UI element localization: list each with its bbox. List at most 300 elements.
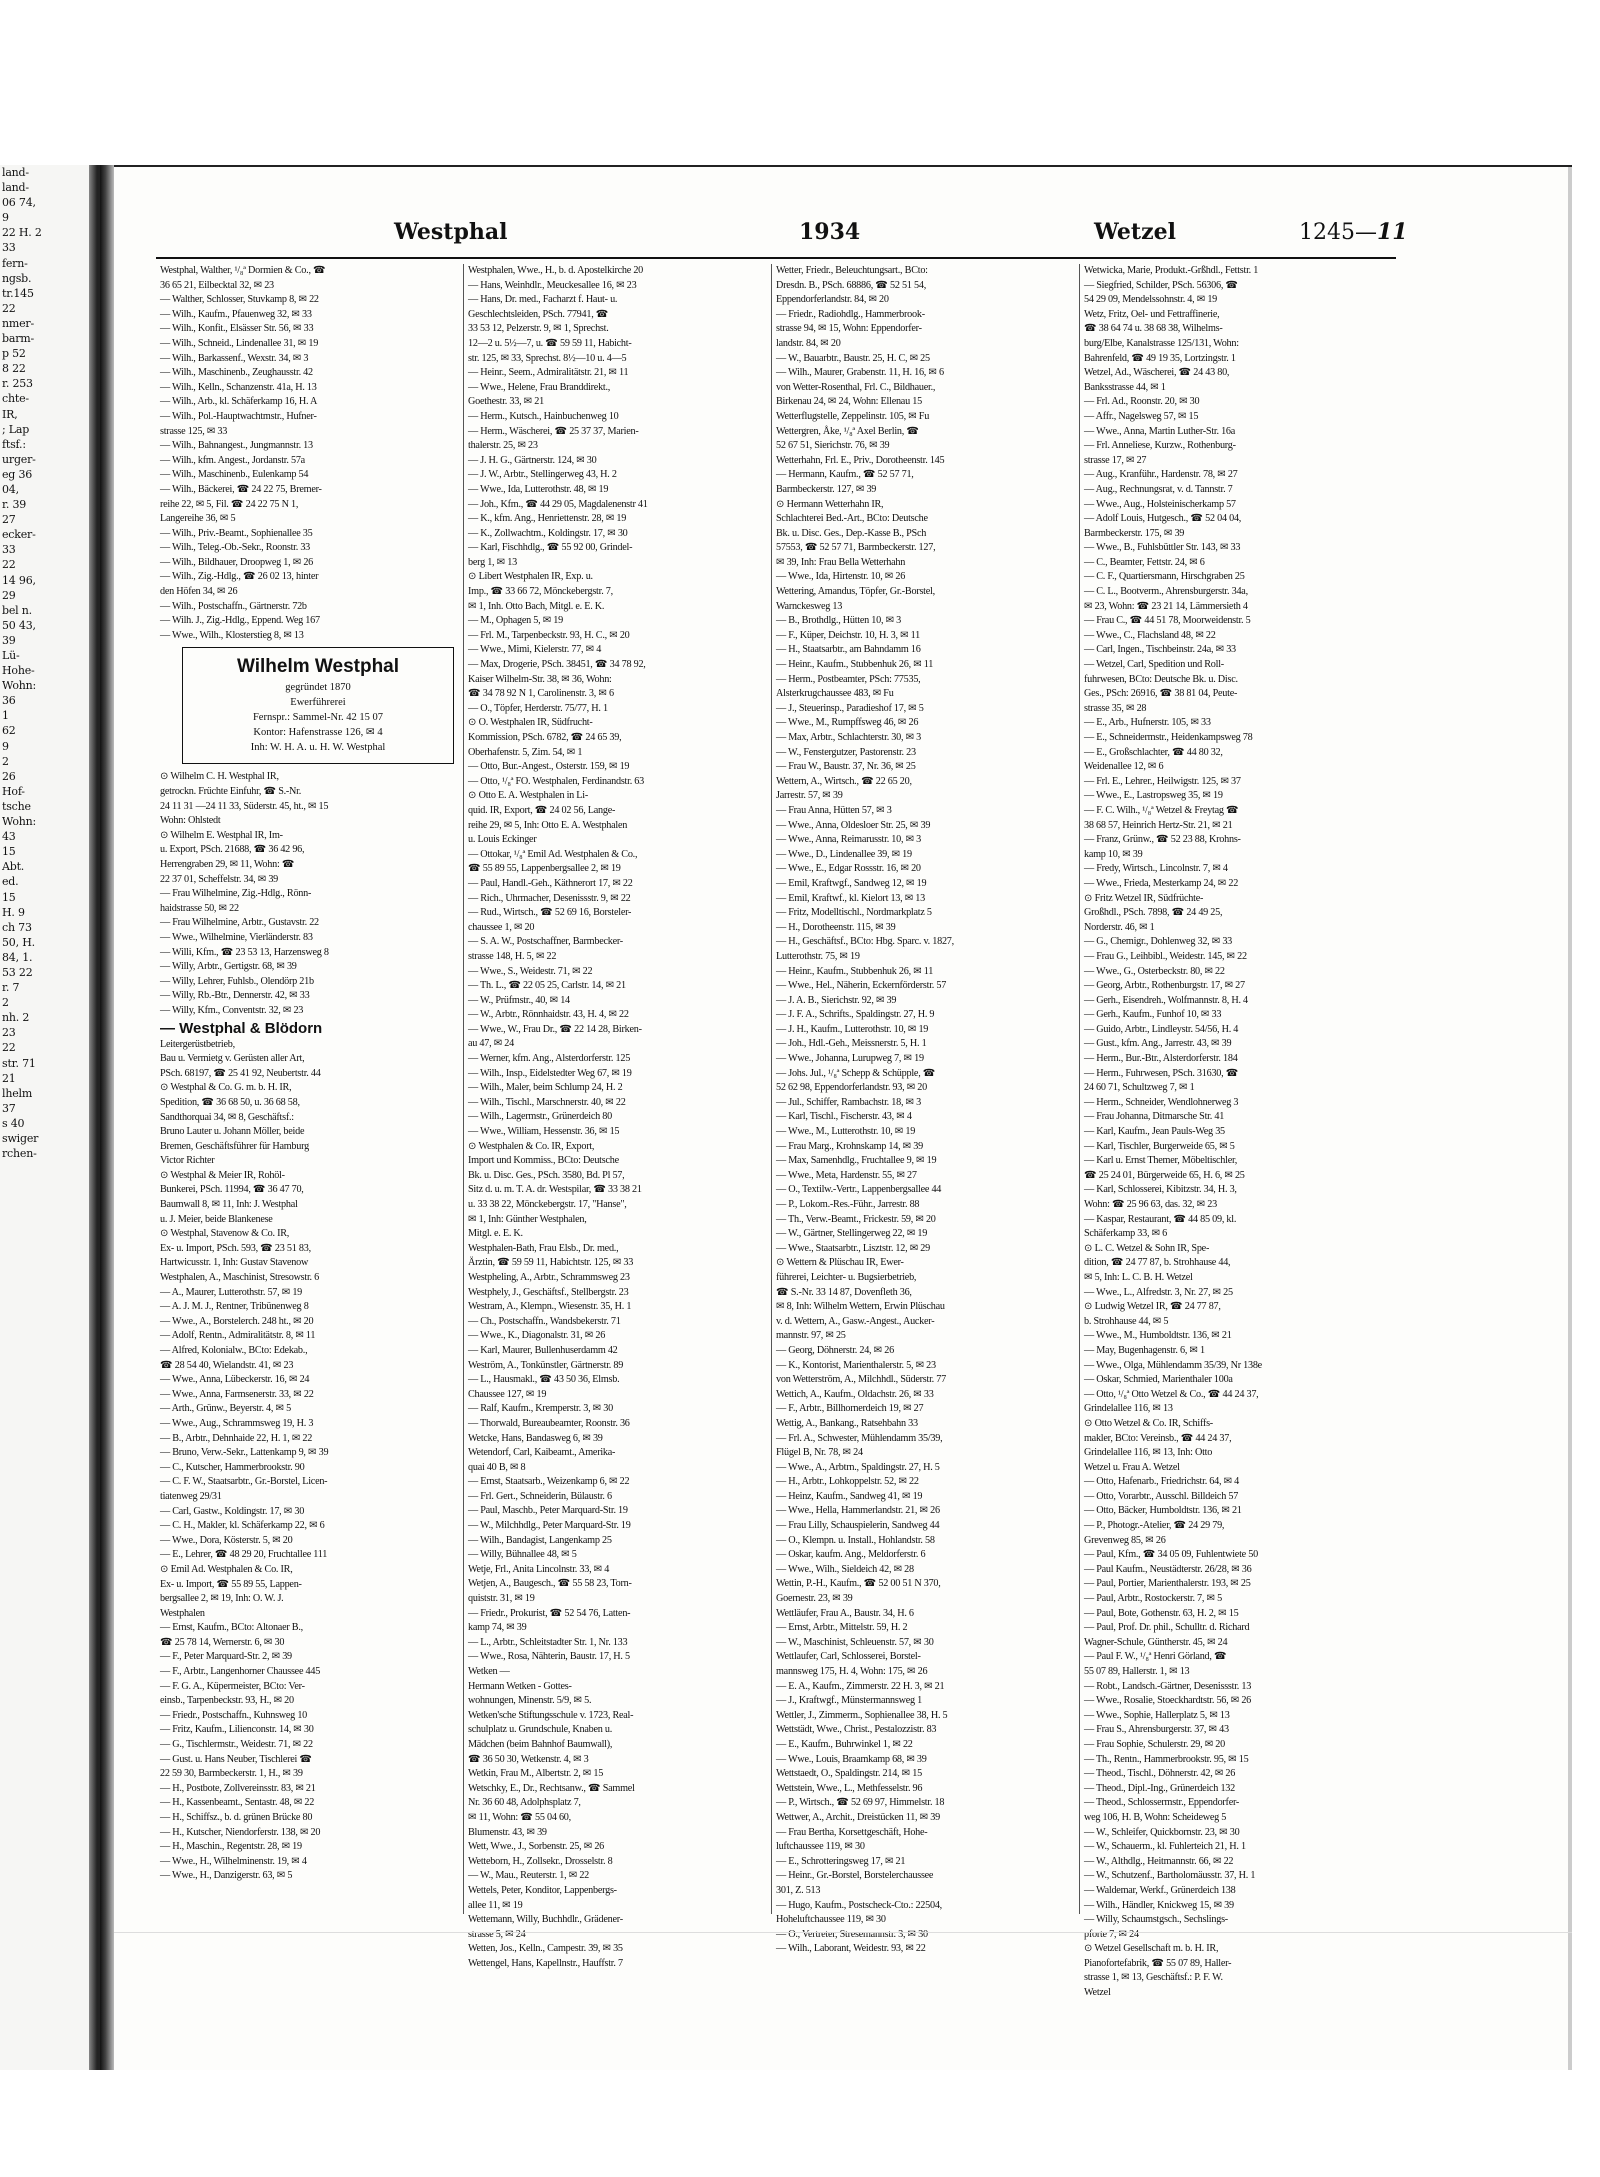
directory-entry: — Emil, Kraftwf., kl. Kielort 13, ✉ 13	[776, 892, 925, 904]
header-rule	[156, 257, 1396, 259]
directory-entry: Schäferkamp 33, ✉ 6	[1084, 1228, 1167, 1240]
directory-entry: — Theod., Schlossermstr., Eppendorfer-	[1084, 1797, 1240, 1809]
directory-entry: — Wwe., E., Lastropsweg 35, ✉ 19	[1084, 790, 1223, 802]
directory-entry: — Wwe., Anna, Martin Luther-Str. 16a	[1084, 425, 1236, 437]
directory-entry: Westphal, Walther, ¹/₈ª Dormien & Co., ☎	[160, 265, 326, 276]
directory-entry: — Wwe., E., Edgar Rossstr. 16, ✉ 20	[776, 863, 921, 875]
directory-entry: — Willy, Arbtr., Gertigstr. 68, ✉ 39	[160, 961, 297, 973]
directory-entry: kamp 74, ✉ 39	[468, 1622, 527, 1634]
previous-page-fragment: p 52	[2, 347, 26, 361]
directory-entry: ⊙ Hermann Wetterhahn IR,	[776, 498, 884, 510]
directory-entry: — Karl, Fischhdlg., ☎ 55 92 00, Grindel-	[468, 542, 633, 554]
directory-entry: — Wwe., William, Hessenstr. 36, ✉ 15	[468, 1126, 620, 1138]
directory-entry: Baumwall 8, ✉ 11, Inh: J. Westphal	[160, 1199, 298, 1211]
directory-entry: — Walther, Schlosser, Stuvkamp 8, ✉ 22	[160, 294, 319, 306]
directory-entry: — L., Arbtr., Schleitstadter Str. 1, Nr. 133	[468, 1636, 628, 1648]
directory-entry: — Theod., Dipl.-Ing., Grünerdeich 132	[1084, 1782, 1235, 1794]
header-year: 1934	[799, 219, 861, 245]
directory-entry: Goethestr. 33, ✉ 21	[468, 396, 544, 408]
directory-entry: Lutterothstr. 75, ✉ 19	[776, 950, 860, 962]
directory-entry: — Paul, Maschb., Peter Marquard-Str. 19	[468, 1505, 628, 1517]
directory-entry: 38 68 57, Heinrich Hertz-Str. 21, ✉ 21	[1084, 819, 1233, 831]
directory-entry: ⊙ Otto Wetzel & Co. IR, Schiffs-	[1084, 1417, 1213, 1429]
previous-page-fragment: nmer-	[2, 316, 35, 330]
ad-line: gegründet 1870	[285, 682, 351, 694]
directory-entry: Wetteborn, H., Zollsekr., Drosselstr. 8	[468, 1855, 613, 1867]
directory-entry: — J. H. G., Gärtnerstr. 124, ✉ 30	[468, 454, 597, 466]
directory-entry: — Wilh., Bildhauer, Droopweg 1, ✉ 26	[160, 556, 314, 568]
previous-page-fragment: tr.145	[2, 286, 34, 300]
directory-entry: Wetjen, A., Baugesch., ☎ 55 58 23, Torn-	[468, 1578, 632, 1590]
directory-entry: — Karl, Tischl., Fischerstr. 43, ✉ 4	[776, 1111, 912, 1123]
previous-page-fragment: Hohe-	[2, 664, 35, 678]
directory-entry: — Wwe., Mimi, Kielerstr. 77, ✉ 4	[468, 644, 602, 656]
directory-entry: — Wetzel, Carl, Spedition und Roll-	[1084, 659, 1224, 671]
directory-entry: — Willy, Kfm., Conventstr. 32, ✉ 23	[160, 1004, 304, 1016]
directory-entry: — Hans, Dr. med., Facharzt f. Haut- u.	[468, 294, 618, 306]
directory-entry: 24 11 31 —24 11 33, Süderstr. 45, ht., ✉ 15	[160, 800, 329, 812]
directory-entry: — Waldemar, Werkf., Grünerdeich 138	[1084, 1884, 1236, 1896]
directory-entry: — F., Küper, Deichstr. 10, H. 3, ✉ 11	[776, 629, 920, 641]
previous-page-fragment: ftsf.:	[2, 437, 26, 451]
directory-entry: — Herm., Bur.-Btr., Alsterdorferstr. 184	[1084, 1053, 1238, 1065]
directory-entry: — Wilh., Konfit., Elsässer Str. 56, ✉ 33	[160, 323, 314, 335]
directory-entry: — L., Hausmakl., ☎ 43 50 36, Elmsb.	[468, 1374, 620, 1386]
directory-entry: — Gust. u. Hans Neuber, Tischlerei ☎	[160, 1753, 312, 1765]
directory-entry: — Wilh., Bahnangest., Jungmannstr. 13	[160, 440, 313, 452]
previous-page-fragment: ecker-	[2, 528, 36, 542]
directory-entry: fuhrwesen, BCto: Deutsche Bk. u. Disc.	[1084, 673, 1238, 685]
directory-entry: — Wwe., Wilhelmine, Vierländerstr. 83	[160, 931, 313, 943]
directory-entry: — E., Schrotteringsweg 17, ✉ 21	[776, 1855, 906, 1867]
previous-page-fragment: str. 71	[2, 1056, 36, 1070]
page-bottom	[114, 1932, 1572, 1933]
directory-entry: — J. A. B., Sierichstr. 92, ✉ 39	[776, 994, 897, 1006]
previous-page-fragment: rchen-	[2, 1147, 37, 1161]
directory-entry: — Wwe., D., Lindenallee 39, ✉ 19	[776, 848, 912, 860]
directory-entry: Wetcke, Hans, Bandasweg 6, ✉ 39	[468, 1432, 603, 1444]
column-3	[776, 264, 1076, 1955]
directory-entry: allee 11, ✉ 19	[468, 1899, 523, 1911]
previous-page-edge	[0, 165, 100, 2070]
directory-entry: ✉ 5, Inh: L. C. B. H. Wetzel	[1084, 1271, 1193, 1283]
previous-page-fragment: tsche	[2, 799, 31, 813]
directory-entry: — Georg, Döhnerstr. 24, ✉ 26	[776, 1344, 894, 1356]
directory-entry: von Wetterström, A., Milchhdl., Süderstr. 77	[776, 1374, 946, 1386]
directory-entry: — Hugo, Kaufm., Postscheck-Cto.: 22504,	[776, 1899, 942, 1911]
directory-entry: — Arth., Grünw., Beyerstr. 4, ✉ 5	[160, 1403, 291, 1415]
directory-entry: — Karl u. Ernst Themer, Möbeltischler,	[1084, 1155, 1238, 1167]
directory-entry: mannstr. 97, ✉ 25	[776, 1330, 846, 1342]
previous-page-fragment: 21	[2, 1071, 16, 1085]
directory-entry: — Jul., Schiffer, Rambachstr. 18, ✉ 3	[776, 1096, 921, 1108]
directory-entry: — Wilh., Zig.-Hdlg., ☎ 26 02 13, hinter	[160, 571, 319, 583]
directory-entry: tiatenweg 29/31	[160, 1490, 222, 1502]
ad-title: Wilhelm Westphal	[236, 656, 400, 678]
directory-entry: — E., Großschlachter, ☎ 44 80 32,	[1084, 746, 1223, 758]
directory-entry: Oberhafenstr. 5, Zim. 54, ✉ 1	[468, 746, 583, 758]
book-gutter	[100, 165, 114, 2070]
directory-entry: Wetzel, Ad., Wäscherei, ☎ 24 43 80,	[1084, 367, 1230, 379]
directory-entry: — K., Kontorist, Marienthalerstr. 5, ✉ 23	[776, 1359, 936, 1371]
directory-entry: — May, Bugenhagenstr. 6, ✉ 1	[1084, 1344, 1205, 1356]
directory-entry: — Wwe., B., Fuhlsbüttler Str. 143, ✉ 33	[1084, 542, 1241, 554]
directory-entry: — Wilh., Lagermstr., Grünerdeich 80	[468, 1111, 612, 1123]
directory-entry: — Wwe., Helene, Frau Branddirekt.,	[468, 381, 611, 393]
directory-entry: — Kaspar, Restaurant, ☎ 44 85 09, kl.	[1084, 1213, 1237, 1225]
directory-entry: Barmbeckerstr. 175, ✉ 39	[1084, 527, 1185, 539]
directory-entry: — E. A., Kaufm., Zimmerstr. 22 H. 3, ✉ 21	[776, 1680, 945, 1692]
directory-entry: — Wwe., M., Rumpffsweg 46, ✉ 26	[776, 717, 919, 729]
previous-page-fragment: 06 74,	[2, 196, 36, 210]
directory-entry: ⊙ Wilhelm C. H. Westphal IR,	[160, 771, 279, 783]
ad-line: Ewerführerei	[290, 697, 346, 709]
directory-entry: — W., Mau., Reuterstr. 1, ✉ 22	[468, 1870, 590, 1882]
previous-page-fragment: 36	[2, 694, 16, 708]
previous-page-fragment: 15	[2, 890, 16, 904]
directory-entry: ☎ 38 64 74 u. 38 68 38, Wilhelms-	[1084, 323, 1223, 335]
directory-entry: — W., Schauerm., kl. Fuhlerteich 21, H. 1	[1084, 1841, 1246, 1853]
directory-entry: — Otto, Bäcker, Humboldtstr. 136, ✉ 21	[1084, 1505, 1242, 1517]
directory-entry: — Gust., kfm. Ang., Jarrestr. 43, ✉ 39	[1084, 1038, 1232, 1050]
previous-page-fragment: chte-	[2, 392, 29, 406]
previous-page-fragment: bel n.	[2, 603, 32, 617]
directory-entry: ⊙ Emil Ad. Westphalen & Co. IR,	[160, 1563, 293, 1575]
directory-entry: Wettin, P.-H., Kaufm., ☎ 52 00 51 N 370,	[776, 1578, 941, 1590]
directory-entry: — Fredy, Wirtsch., Lincolnstr. 7, ✉ 4	[1084, 863, 1228, 875]
directory-entry: — P., Photogr.-Atelier, ☎ 24 29 79,	[1084, 1520, 1225, 1532]
directory-entry: Grevenweg 85, ✉ 26	[1084, 1534, 1166, 1546]
directory-entry: — Max, Samenhdlg., Fruchtallee 9, ✉ 19	[776, 1155, 937, 1167]
directory-entry: — Wwe., Wilh., Klosterstieg 8, ✉ 13	[160, 629, 304, 641]
directory-entry: Geschlechtsleiden, PSch. 77941, ☎	[468, 308, 609, 320]
directory-entry: — Wwe., Staatsarbtr., Lisztstr. 12, ✉ 29	[776, 1242, 930, 1254]
directory-entry: — Frau Johanna, Ditmarsche Str. 41	[1084, 1111, 1225, 1123]
directory-entry: ☎ 55 89 55, Lappenbergsallee 2, ✉ 19	[468, 863, 621, 875]
directory-entry: — Paul, Bote, Gothenstr. 63, H. 2, ✉ 15	[1084, 1607, 1239, 1619]
directory-entry: — Wwe., Anna, Reimarusstr. 10, ✉ 3	[776, 834, 922, 846]
column-2	[468, 264, 768, 1969]
directory-entry: — C. H., Makler, kl. Schäferkamp 22, ✉ 6	[160, 1520, 325, 1532]
directory-entry: — Wilh., Maurer, Grabenstr. 11, H. 16, ✉ 6	[776, 367, 944, 379]
directory-entry: — Gerh., Kaufm., Funhof 10, ✉ 33	[1084, 1009, 1222, 1021]
directory-entry: Ex- u. Import, PSch. 593, ☎ 23 51 83,	[160, 1242, 311, 1254]
directory-entry: Herrengraben 29, ✉ 11, Wohn: ☎	[160, 859, 295, 870]
previous-page-fragment: IR,	[2, 407, 18, 421]
directory-entry: Wetzel	[1084, 1987, 1111, 1999]
directory-entry: — Wwe., K., Diagonalstr. 31, ✉ 26	[468, 1330, 606, 1342]
directory-entry: strasse 148, H. 5, ✉ 22	[468, 950, 557, 962]
directory-entry: — A., Maurer, Lutterothstr. 57, ✉ 19	[160, 1286, 303, 1298]
directory-entry: Wettels, Peter, Konditor, Lappenbergs-	[468, 1884, 617, 1896]
directory-entry: schulplatz u. Grundschule, Knaben u.	[468, 1724, 613, 1736]
directory-entry: — Westphal & Blödorn	[160, 1019, 323, 1037]
directory-entry: — Wwe., Dora, Kösterstr. 5, ✉ 20	[160, 1534, 293, 1546]
directory-entry: — Wwe., Frieda, Mesterkamp 24, ✉ 22	[1084, 877, 1239, 889]
directory-entry: — Hans, Weinhdlr., Meuckesallee 16, ✉ 23	[468, 279, 637, 291]
directory-entry: berg 1, ✉ 13	[468, 556, 517, 568]
directory-entry: — Otto, Bur.-Angest., Osterstr. 159, ✉ 19	[468, 761, 630, 773]
directory-entry: — C., Kutscher, Hammerbrookstr. 90	[160, 1461, 305, 1473]
directory-entry: Norderstr. 46, ✉ 1	[1084, 921, 1155, 933]
directory-entry: reihe 22, ✉ 5, Fil. ☎ 24 22 75 N 1,	[160, 498, 299, 510]
directory-entry: Wettengel, Hans, Kapellnstr., Hauffstr. 7	[468, 1957, 623, 1969]
directory-entry: — Frl. M., Tarpenbeckstr. 93, H. C., ✉ 20	[468, 629, 630, 641]
directory-entry: Wohn: ☎ 25 96 63, das. 32, ✉ 23	[1084, 1199, 1217, 1210]
directory-entry: ⊙ Wetzel Gesellschaft m. b. H. IR,	[1084, 1943, 1219, 1955]
directory-entry: Birkenau 24, ✉ 24, Wohn: Ellenau 15	[776, 396, 922, 408]
directory-entry: ⊙ Westphal, Stavenow & Co. IR,	[160, 1228, 290, 1240]
directory-entry: — K., kfm. Ang., Henriettenstr. 28, ✉ 19	[468, 513, 627, 525]
directory-entry: Wetschky, E., Dr., Rechtsanw., ☎ Sammel	[468, 1782, 635, 1794]
directory-entry: — Wwe., S., Weidestr. 71, ✉ 22	[468, 965, 593, 977]
directory-entry: — Ernst, Staatsarb., Weizenkamp 6, ✉ 22	[468, 1476, 630, 1488]
directory-entry: — G., Chemigr., Dohlenweg 32, ✉ 33	[1084, 936, 1233, 948]
directory-entry: ✉ 1, Inh: Günther Westphalen,	[468, 1213, 587, 1225]
directory-entry: quiststr. 31, ✉ 19	[468, 1593, 535, 1605]
directory-entry: Wetwicka, Marie, Produkt.-Grßhdl., Fettstr. 1	[1084, 265, 1259, 276]
directory-entry: makler, BCto: Vereinsb., ☎ 44 24 37,	[1084, 1432, 1232, 1444]
directory-entry: Hartwicusstr. 1, Inh: Gustav Stavenow	[160, 1257, 309, 1269]
directory-entry: — J., Steuerinsp., Paradieshof 17, ✉ 5	[776, 702, 924, 714]
directory-entry: — Th., Rentn., Hammerbrookstr. 95, ✉ 15	[1084, 1753, 1249, 1765]
directory-entry: 24 60 71, Schultzweg 7, ✉ 1	[1084, 1082, 1195, 1094]
directory-entry: v. d. Wettern, A., Gasw.-Angest., Aucker-	[776, 1315, 935, 1327]
directory-entry: Ärztin, ☎ 59 59 11, Habichtstr. 125, ✉ 33	[468, 1257, 634, 1269]
directory-entry: Mädchen (beim Bahnhof Baumwall),	[468, 1738, 613, 1750]
directory-entry: 52 67 51, Sierichstr. 76, ✉ 39	[776, 440, 890, 452]
directory-entry: — Ch., Postschaffn., Wandsbekerstr. 71	[468, 1315, 621, 1327]
directory-entry: luftchaussee 119, ✉ 30	[776, 1841, 865, 1853]
directory-entry: Wettergren, Åke, ¹/₈ª Axel Berlin, ☎	[776, 425, 919, 437]
previous-page-fragment: 29	[2, 588, 16, 602]
directory-entry: — Heinr., Kaufm., Stubbenhuk 26, ✉ 11	[776, 965, 934, 977]
directory-entry: — F. C. Wilh., ¹/₈ª Wetzel & Freytag ☎	[1084, 804, 1239, 816]
directory-entry: Wettering, Amandus, Töpfer, Gr.-Borstel,	[776, 586, 935, 598]
directory-entry: Bruno Lauter u. Johann Möller, beide	[160, 1126, 305, 1138]
directory-entry: — Fritz, Kaufm., Lilienconstr. 14, ✉ 30	[160, 1724, 314, 1736]
directory-entry: — J. F. A., Schrifts., Spaldingstr. 27, H. 9	[776, 1009, 935, 1021]
directory-entry: — Theod., Tischl., Döhnerstr. 42, ✉ 26	[1084, 1768, 1236, 1780]
directory-entry: 22 59 30, Barmbeckerstr. 1, H., ✉ 39	[160, 1768, 303, 1780]
directory-entry: — Wilh., Maschinenb., Zeughausstr. 42	[160, 367, 313, 379]
directory-entry: Wettstädt, Wwe., Christ., Pestalozzistr. 83	[776, 1724, 937, 1736]
directory-entry: — F. G. A., Küpermeister, BCto: Ver-	[160, 1680, 305, 1692]
advertisement-box	[182, 647, 454, 764]
directory-entry: Dresdn. B., PSch. 68886, ☎ 52 51 54,	[776, 279, 926, 291]
directory-entry: kamp 10, ✉ 39	[1084, 848, 1143, 860]
directory-entry: — Joh., Hdl.-Geh., Meissnerstr. 5, H. 1	[776, 1038, 927, 1050]
directory-entry: — Guido, Arbtr., Lindleystr. 54/56, H. 4	[1084, 1023, 1239, 1035]
directory-entry: — Wwe., Ida, Lutterothstr. 48, ✉ 19	[468, 483, 609, 495]
directory-entry: — Frau Anna, Hütten 57, ✉ 3	[776, 804, 892, 816]
directory-entry: b. Strohhause 44, ✉ 5	[1084, 1315, 1169, 1327]
previous-page-fragment: 8 22	[2, 362, 26, 376]
previous-page-fragment: 50 43,	[2, 618, 36, 632]
directory-entry: Warnckesweg 13	[776, 600, 843, 612]
directory-entry: — Max, Drogerie, PSch. 38451, ☎ 34 78 92,	[468, 659, 646, 671]
previous-page-fragment: 23	[2, 1026, 16, 1040]
previous-page-fragment: 53 22	[2, 965, 33, 979]
directory-entry: — Wwe., M., Humboldtstr. 136, ✉ 21	[1084, 1330, 1232, 1342]
directory-entry: — Frau G., Leihbibl., Weidestr. 145, ✉ 22	[1084, 950, 1247, 962]
directory-entry: — Ernst, Arbtr., Mittelstr. 59, H. 2	[776, 1622, 908, 1634]
previous-page-fragment: ngsb.	[2, 271, 32, 285]
directory-entry: — Otto, ¹/₈ª Otto Wetzel & Co., ☎ 44 24 37,	[1084, 1388, 1259, 1400]
column-divider	[1079, 264, 1080, 1914]
directory-entry: — Johs. Jul., ¹/₈ª Schepp & Schüpple, ☎	[776, 1067, 936, 1079]
directory-entry: Wettstein, Wwe., L., Methfesselstr. 96	[776, 1782, 923, 1794]
header-last-name: Wetzel	[1094, 219, 1176, 245]
directory-entry: — Frl. Anneliese, Kurzw., Rothenburg-	[1084, 440, 1236, 452]
directory-entry: Wettich, A., Kaufm., Oldachstr. 26, ✉ 33	[776, 1388, 934, 1400]
previous-page-fragment: r. 7	[2, 981, 20, 995]
directory-entry: — Heinr., Gr.-Borstel, Borstelerchaussee	[776, 1870, 934, 1882]
directory-entry: Westpheling, A., Arbtr., Schrammsweg 23	[468, 1271, 630, 1283]
directory-entry: ⊙ Wettern & Plüschau IR, Ewer-	[776, 1257, 904, 1269]
directory-entry: — Frau Lilly, Schauspielerin, Sandweg 44	[776, 1520, 940, 1532]
previous-page-fragment: 1	[2, 709, 9, 723]
previous-page-fragment: ed.	[2, 875, 19, 889]
directory-entry: — Wwe., Louis, Braamkamp 68, ✉ 39	[776, 1753, 927, 1765]
directory-entry: Import und Kommiss., BCto: Deutsche	[468, 1155, 619, 1167]
directory-entry: ⊙ Fritz Wetzel IR, Südfrüchte-	[1084, 892, 1204, 904]
directory-entry: — Wilh. J., Zig.-Hdlg., Eppend. Weg 167	[160, 615, 320, 627]
directory-entry: Wohn: Ohlstedt	[160, 815, 221, 827]
previous-page-fragment: r. 39	[2, 498, 27, 512]
directory-entry: Flügel B, Nr. 78, ✉ 24	[776, 1447, 863, 1459]
directory-entry: Bunkerei, PSch. 11994, ☎ 36 47 70,	[160, 1184, 304, 1196]
directory-entry: ☎ 34 78 92 N 1, Carolinenstr. 3, ✉ 6	[468, 688, 614, 700]
directory-entry: — Karl, Kaufm., Jean Pauls-Weg 35	[1084, 1126, 1225, 1138]
directory-entry: — Otto, Vorarbtr., Ausschl. Billdeich 57	[1084, 1490, 1239, 1502]
directory-entry: quid. IR, Export, ☎ 24 02 56, Lange-	[468, 804, 616, 816]
directory-entry: Jarrestr. 57, ✉ 39	[776, 790, 843, 802]
column-divider	[463, 264, 464, 1914]
ad-line: Inh: W. H. A. u. H. W. Westphal	[250, 742, 386, 754]
previous-page-fragment: Wohn:	[2, 679, 37, 693]
directory-entry: 55 07 89, Hallerstr. 1, ✉ 13	[1084, 1666, 1190, 1677]
directory-entry: — Herm., Kutsch., Hainbuchenweg 10	[468, 410, 619, 422]
directory-entry: — Franz, Grünw., ☎ 52 23 88, Krohns-	[1084, 834, 1241, 846]
directory-entry: — W., Prüfmstr., 40, ✉ 14	[468, 994, 570, 1006]
directory-entry: Wett, Wwe., J., Sorbenstr. 25, ✉ 26	[468, 1841, 605, 1853]
directory-entry: str. 125, ✉ 33, Sprechst. 8½—10 u. 4—5	[468, 352, 627, 364]
running-header	[114, 219, 1572, 253]
directory-entry: — O., Töpfer, Herderstr. 75/77, H. 1	[468, 702, 608, 714]
directory-entry: Wetz, Fritz, Oel- und Fettraffinerie,	[1084, 308, 1220, 320]
directory-entry: Grindelallee 116, ✉ 13, Inh: Otto	[1084, 1447, 1213, 1459]
directory-entry: — H., Schiffsz., b. d. grünen Brücke 80	[160, 1812, 313, 1823]
directory-entry: — Heinz, Kaufm., Sandweg 41, ✉ 19	[776, 1490, 923, 1502]
directory-entry: Weidenallee 12, ✉ 6	[1084, 761, 1164, 773]
directory-entry: — S. A. W., Postschaffner, Barmbecker-	[468, 936, 623, 948]
directory-entry: Wetzel u. Frau A. Wetzel	[1084, 1461, 1180, 1473]
directory-entry: — Joh., Kfm., ☎ 44 29 05, Magdalenenstr 41	[468, 498, 648, 510]
directory-entry: Leitergerüstbetrieb,	[160, 1038, 235, 1050]
directory-entry: — Wwe., Anna, Oldesloer Str. 25, ✉ 39	[776, 819, 931, 831]
directory-entry: Eppendorferlandstr. 84, ✉ 20	[776, 294, 889, 306]
directory-entry: — W., Arbtr., Rönnhaidstr. 43, H. 4, ✉ 22	[468, 1009, 629, 1021]
directory-entry: — E., Schneidermstr., Heidenkampsweg 78	[1084, 732, 1253, 743]
directory-entry: ☎ 25 24 01, Bürgerweide 65, H. 6, ✉ 25	[1084, 1169, 1245, 1181]
directory-entry: — Wilh., Postschaffn., Gärtnerstr. 72b	[160, 600, 307, 612]
directory-entry: strasse 125, ✉ 33	[160, 425, 228, 437]
previous-page-fragment: 15	[2, 845, 16, 859]
directory-entry: Goernestr. 23, ✉ 39	[776, 1593, 853, 1605]
directory-entry: wohnungen, Minenstr. 5/9, ✉ 5.	[468, 1695, 592, 1707]
previous-page-fragment: fern-	[2, 256, 28, 270]
directory-entry: Westram, A., Klempn., Wiesenstr. 35, H. 1	[468, 1301, 632, 1313]
directory-entry: u. J. Meier, beide Blankenese	[160, 1213, 273, 1225]
directory-entry: — Wilh., Arb., kl. Schäferkamp 16, H. A	[160, 396, 318, 408]
directory-entry: — H., Kassenbeamt., Sentastr. 48, ✉ 22	[160, 1797, 315, 1809]
directory-entry: Chaussee 127, ✉ 19	[468, 1388, 547, 1400]
directory-entry: — Oskar, kaufm. Ang., Meldorferstr. 6	[776, 1549, 926, 1561]
column-1	[160, 264, 460, 1914]
previous-page-fragment: land-	[2, 166, 29, 179]
directory-entry: — H., Arbtr., Lohkoppelstr. 52, ✉ 22	[776, 1476, 919, 1488]
directory-entry: Banksstrasse 44, ✉ 1	[1084, 381, 1166, 393]
directory-entry: — Wilh., Insp., Eidelstedter Weg 67, ✉ 19	[468, 1067, 632, 1079]
previous-page-fragment: 27	[2, 513, 16, 527]
page-shadow	[89, 165, 97, 2070]
directory-entry: — Wwe., H., Wilhelminenstr. 19, ✉ 4	[160, 1855, 307, 1867]
directory-entry: — F., Arbtr., Langenhorner Chaussee 445	[160, 1666, 321, 1678]
previous-page-fragment: 14 96,	[2, 573, 36, 587]
directory-entry: — H., Kutscher, Niendorferstr. 138, ✉ 20	[160, 1826, 321, 1838]
directory-entry: — Wwe., Hel., Näherin, Eckernförderstr. 57	[776, 980, 947, 992]
directory-entry: — Wwe., Rosa, Nähterin, Baustr. 17, H. 5	[468, 1651, 630, 1663]
directory-entry: Weström, A., Tonkünstler, Gärtnerstr. 89	[468, 1359, 624, 1371]
directory-entry: ⊙ Wilhelm E. Westphal IR, Im-	[160, 829, 283, 841]
directory-entry: — W., Maschinist, Schleuenstr. 57, ✉ 30	[776, 1636, 934, 1648]
directory-entry: — Wwe., A., Arbtrn., Spaldingstr. 27, H. 5	[776, 1461, 940, 1473]
directory-entry: Wetken'sche Stiftungsschule v. 1723, Real-	[468, 1709, 634, 1721]
previous-page-fragment: 2	[2, 996, 9, 1010]
directory-entry: — C. F., Quartiersmann, Hirschgraben 25	[1084, 571, 1245, 583]
directory-entry: — Wwe., G., Osterbeckstr. 80, ✉ 22	[1084, 965, 1225, 977]
directory-entry: au 47, ✉ 24	[468, 1038, 514, 1050]
directory-entry: 22 37 01, Scheffelstr. 34, ✉ 39	[160, 873, 279, 885]
directory-entry: Grindelallee 116, ✉ 13	[1084, 1403, 1173, 1415]
directory-entry: — Affr., Nagelsweg 57, ✉ 15	[1084, 410, 1199, 422]
directory-entry: Wetken —	[468, 1666, 510, 1677]
previous-page-fragments	[0, 165, 97, 1161]
directory-entry: — Fritz, Modelltischl., Nordmarkplatz 5	[776, 907, 932, 919]
directory-entry: Wetendorf, Carl, Kaibeamt., Amerika-	[468, 1447, 616, 1459]
directory-entry: — Willi, Kfm., ☎ 23 53 13, Harzensweg 8	[160, 946, 329, 958]
directory-entry: — W., Schleifer, Quickbornstr. 23, ✉ 30	[1084, 1826, 1240, 1838]
directory-entry: ☎ S.-Nr. 33 14 87, Dovenfleth 36,	[776, 1286, 912, 1298]
directory-entry: — E., Arb., Hufnerstr. 105, ✉ 33	[1084, 717, 1211, 729]
previous-page-fragment: 43	[2, 830, 16, 844]
directory-entry: ✉ 39, Inh: Frau Bella Wetterhahn	[776, 556, 906, 568]
directory-entry: PSch. 68197, ☎ 25 41 92, Neubertstr. 44	[160, 1067, 321, 1079]
previous-page-fragment: Hof-	[2, 784, 25, 798]
directory-entry: Wetje, Frl., Anita Lincolnstr. 33, ✉ 4	[468, 1563, 610, 1575]
directory-entry: Sandthorquai 34, ✉ 8, Geschäftsf.:	[160, 1111, 294, 1123]
directory-entry: — Otto, ¹/₈ª FO. Westphalen, Ferdinandstr. 63	[468, 775, 644, 787]
directory-entry: — Wilh., Pol.-Hauptwachtmstr., Hufner-	[160, 410, 317, 422]
directory-entry: Wettern, A., Wirtsch., ☎ 22 65 20,	[776, 775, 912, 787]
directory-entry: — F., Peter Marquard-Str. 2, ✉ 39	[160, 1651, 292, 1663]
directory-entry: — Adolf Louis, Hutgesch., ☎ 52 04 04,	[1084, 513, 1242, 525]
directory-entry: führerei, Leichter- u. Bugsierbetrieb,	[776, 1271, 917, 1283]
directory-entry: — Carl, Ingen., Tischbeinstr. 24a, ✉ 33	[1084, 644, 1236, 656]
directory-entry: — Heinr., Seem., Admiralitätstr. 21, ✉ 11	[468, 367, 629, 379]
directory-entry: — Wwe., Rosalie, Stoeckhardtstr. 56, ✉ 26	[1084, 1695, 1252, 1707]
